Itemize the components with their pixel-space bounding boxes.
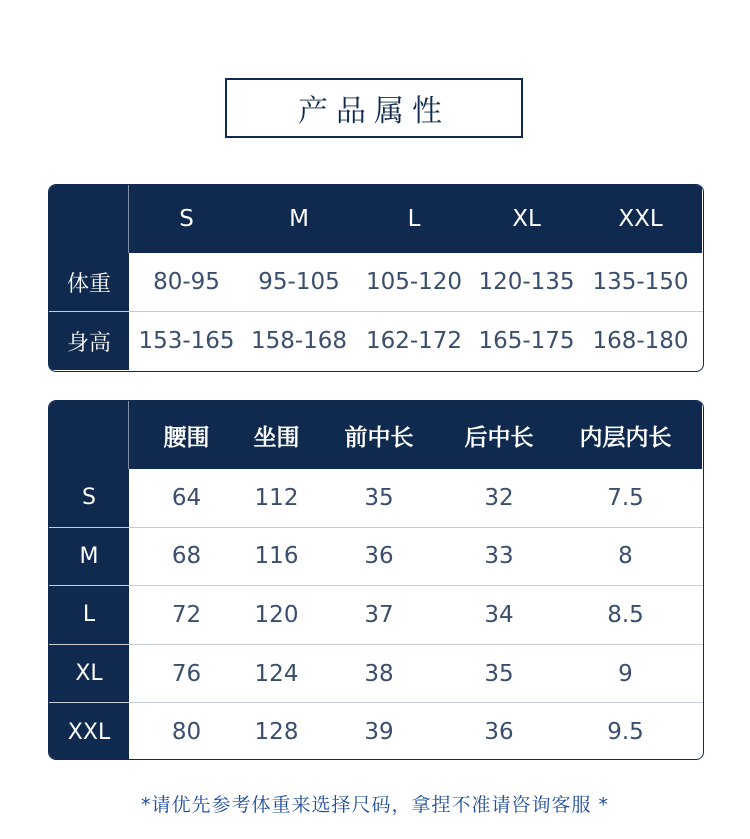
table-cell: 128 [254,719,299,746]
column-header: 后中长 [449,401,549,469]
column-header: 坐围 [244,401,309,469]
table-cell: 32 [484,484,514,511]
column-header: M [244,185,354,253]
row-header: L [49,586,129,644]
table-cell: 64 [171,484,202,511]
table-cell: 8.5 [607,601,644,628]
table-row [49,528,703,587]
row-header: 身高 [49,312,129,370]
table-cell: 80 [171,719,202,746]
size-weight-height-table [48,184,704,372]
column-header: L [354,185,474,253]
table-cell: 162-172 [365,328,463,354]
table-cell: 9.5 [607,719,644,746]
table-cell: 112 [254,484,299,511]
table-row [49,253,703,312]
table-row [49,586,703,645]
table-cell: 80-95 [153,269,220,295]
table-row [49,469,703,528]
table-cell: 36 [484,719,514,746]
table-cell: 120-135 [478,269,575,295]
table-header-row [49,185,703,253]
table-header-row [49,401,703,469]
table-row [49,645,703,704]
column-header: 内层内长 [549,401,702,469]
column-header: 腰围 [129,401,244,469]
table-cell: 39 [364,719,394,746]
table-cell: 116 [254,543,299,570]
table-cell: 38 [364,660,394,687]
table-corner [49,185,129,253]
table-cell: 158-168 [250,328,348,354]
table-row [49,312,703,370]
table-cell: 33 [484,543,514,570]
table-cell: 35 [484,660,514,687]
table-cell: 165-175 [478,328,575,354]
table-cell: 120 [254,601,299,628]
column-header: XXL [579,185,702,253]
table-cell: 72 [171,601,202,628]
row-header: XXL [49,703,129,760]
column-header: XL [474,185,579,253]
table-cell: 9 [618,660,633,687]
table-row [49,703,703,760]
column-header: 前中长 [309,401,449,469]
table-cell: 105-120 [365,269,463,295]
row-header: XL [49,645,129,703]
table-cell: 7.5 [607,484,644,511]
table-cell: 168-180 [592,328,689,354]
size-measurement-table [48,400,704,760]
size-advice-footnote: *请优先参考体重来选择尺码，拿捏不准请咨询客服 * [140,794,610,816]
row-header: S [49,469,129,527]
table-cell: 124 [254,660,299,687]
table-cell: 37 [364,601,394,628]
row-header: 体重 [49,253,129,311]
table-cell: 135-150 [592,269,689,295]
table-cell: 68 [171,543,202,570]
section-title: 产品属性 [225,78,523,138]
table-cell: 35 [364,484,394,511]
table-cell: 153-165 [138,328,235,354]
table-cell: 36 [364,543,394,570]
row-header: M [49,528,129,586]
table-cell: 34 [484,601,514,628]
column-header: S [129,185,244,253]
table-cell: 8 [618,543,633,570]
table-corner [49,401,129,469]
table-cell: 76 [171,660,202,687]
table-cell: 95-105 [258,269,340,295]
